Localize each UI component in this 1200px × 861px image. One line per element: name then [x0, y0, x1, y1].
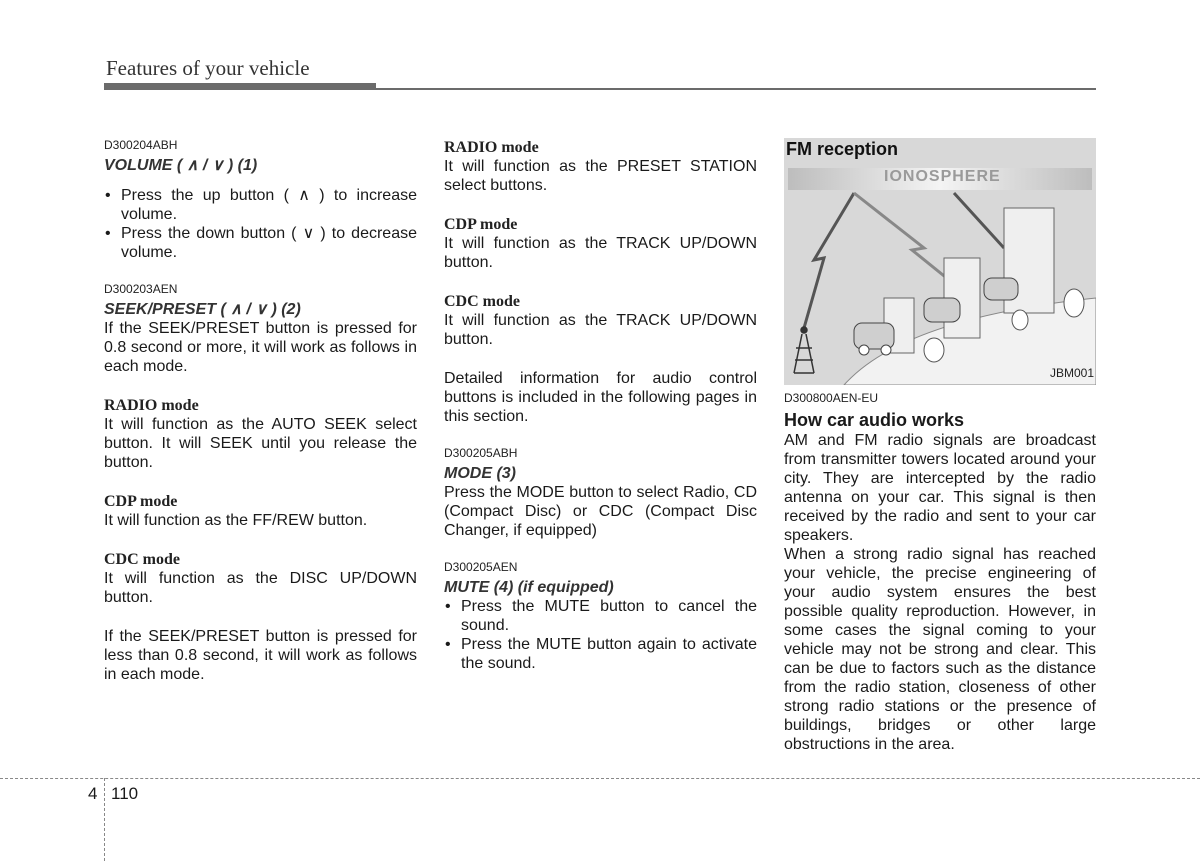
header-bar [104, 83, 376, 90]
detail-paragraph: Detailed information for audio control buttons is included in the following pages in this section. [444, 370, 757, 425]
list-item: • Press the down button ( ∨ ) to decrease volume. [104, 224, 417, 262]
cdc-mode-text: It will function as the DISC UP/DOWN button. [104, 570, 417, 606]
radio-mode-text: It will function as the AUTO SEEK select button. It will SEEK until you release the button. [104, 416, 417, 471]
header-rule [376, 88, 1096, 90]
figure-code: JBM001 [1049, 366, 1094, 380]
page-header-title: Features of your vehicle [106, 56, 310, 80]
list-item: • Press the up button ( ∧ ) to increase volume. [104, 186, 417, 224]
mute-list [444, 597, 757, 673]
cdp-mode-text: It will function as the FF/REW button. [104, 512, 368, 529]
fm-reception-figure [784, 138, 1096, 385]
short-press-paragraph: If the SEEK/PRESET button is pressed for less than 0.8 second, it will work as follows in each mode. [104, 628, 417, 683]
column-middle [444, 138, 757, 673]
cdp-mode-heading: CDP mode [444, 216, 518, 233]
radio-mode-heading: RADIO mode [444, 139, 539, 156]
seek-heading: SEEK/PRESET ( ∧ / ∨ ) (2) [104, 301, 301, 318]
section-code: D300800AEN-EU [784, 391, 879, 405]
column-right [784, 138, 1096, 754]
section-code: D300205ABH [444, 446, 518, 460]
seek-paragraph: If the SEEK/PRESET button is pressed for 0.8 second or more, it will work as follows in each mode. [104, 320, 417, 375]
mute-heading: MUTE (4) (if equipped) [444, 579, 614, 596]
list-item: • Press the MUTE button again to activate the sound. [444, 635, 757, 673]
column-left [104, 138, 417, 684]
audio-paragraph-2: When a strong radio signal has reached your vehicle, the precise engineering of your audio system ensures the best possible quality reproduction. However, in some cases the signal coming to your vehicle may not be strong and clear. This can be due to factors such as the distance from the radio station, closeness of other strong radio stations or the presence of buildings, bridges or other large obstructions in the area. [784, 546, 1096, 753]
footer-divider [104, 778, 105, 861]
section-code: D300205AEN [444, 560, 518, 574]
radio-mode-text: It will function as the PRESET STATION select buttons. [444, 158, 757, 194]
cdc-mode-heading: CDC mode [444, 293, 520, 310]
cdc-mode-text: It will function as the TRACK UP/DOWN button. [444, 312, 757, 348]
volume-list [104, 186, 417, 262]
figure-title: FM reception [786, 139, 899, 159]
volume-heading: VOLUME ( ∧ / ∨ ) (1) [104, 157, 258, 174]
radio-mode-heading: RADIO mode [104, 397, 199, 414]
footer-rule [0, 778, 1200, 779]
page-number: 110 [111, 784, 139, 803]
cdp-mode-heading: CDP mode [104, 493, 178, 510]
cdp-mode-text: It will function as the TRACK UP/DOWN button. [444, 235, 757, 271]
section-code: D300204ABH [104, 138, 178, 152]
chapter-number: 4 [88, 784, 98, 803]
section-code: D300203AEN [104, 282, 178, 296]
mode-heading: MODE (3) [444, 465, 516, 482]
mode-paragraph: Press the MODE button to select Radio, CD (Compact Disc) or CDC (Compact Disc Changer, if equipped) [444, 484, 757, 539]
list-item: • Press the MUTE button to cancel the sound. [444, 597, 757, 635]
signal-path [804, 193, 854, 328]
ionosphere-label: IONOSPHERE [884, 168, 1001, 185]
cdc-mode-heading: CDC mode [104, 551, 180, 568]
section-heading: How car audio works [784, 410, 965, 430]
transmitter-tower-icon [794, 327, 814, 373]
audio-paragraph-1: AM and FM radio signals are broadcast from transmitter towers located around your city. They are intercepted by the radio antenna on your car. This signal is then received by the radio and sent to your car speakers. [784, 432, 1096, 544]
